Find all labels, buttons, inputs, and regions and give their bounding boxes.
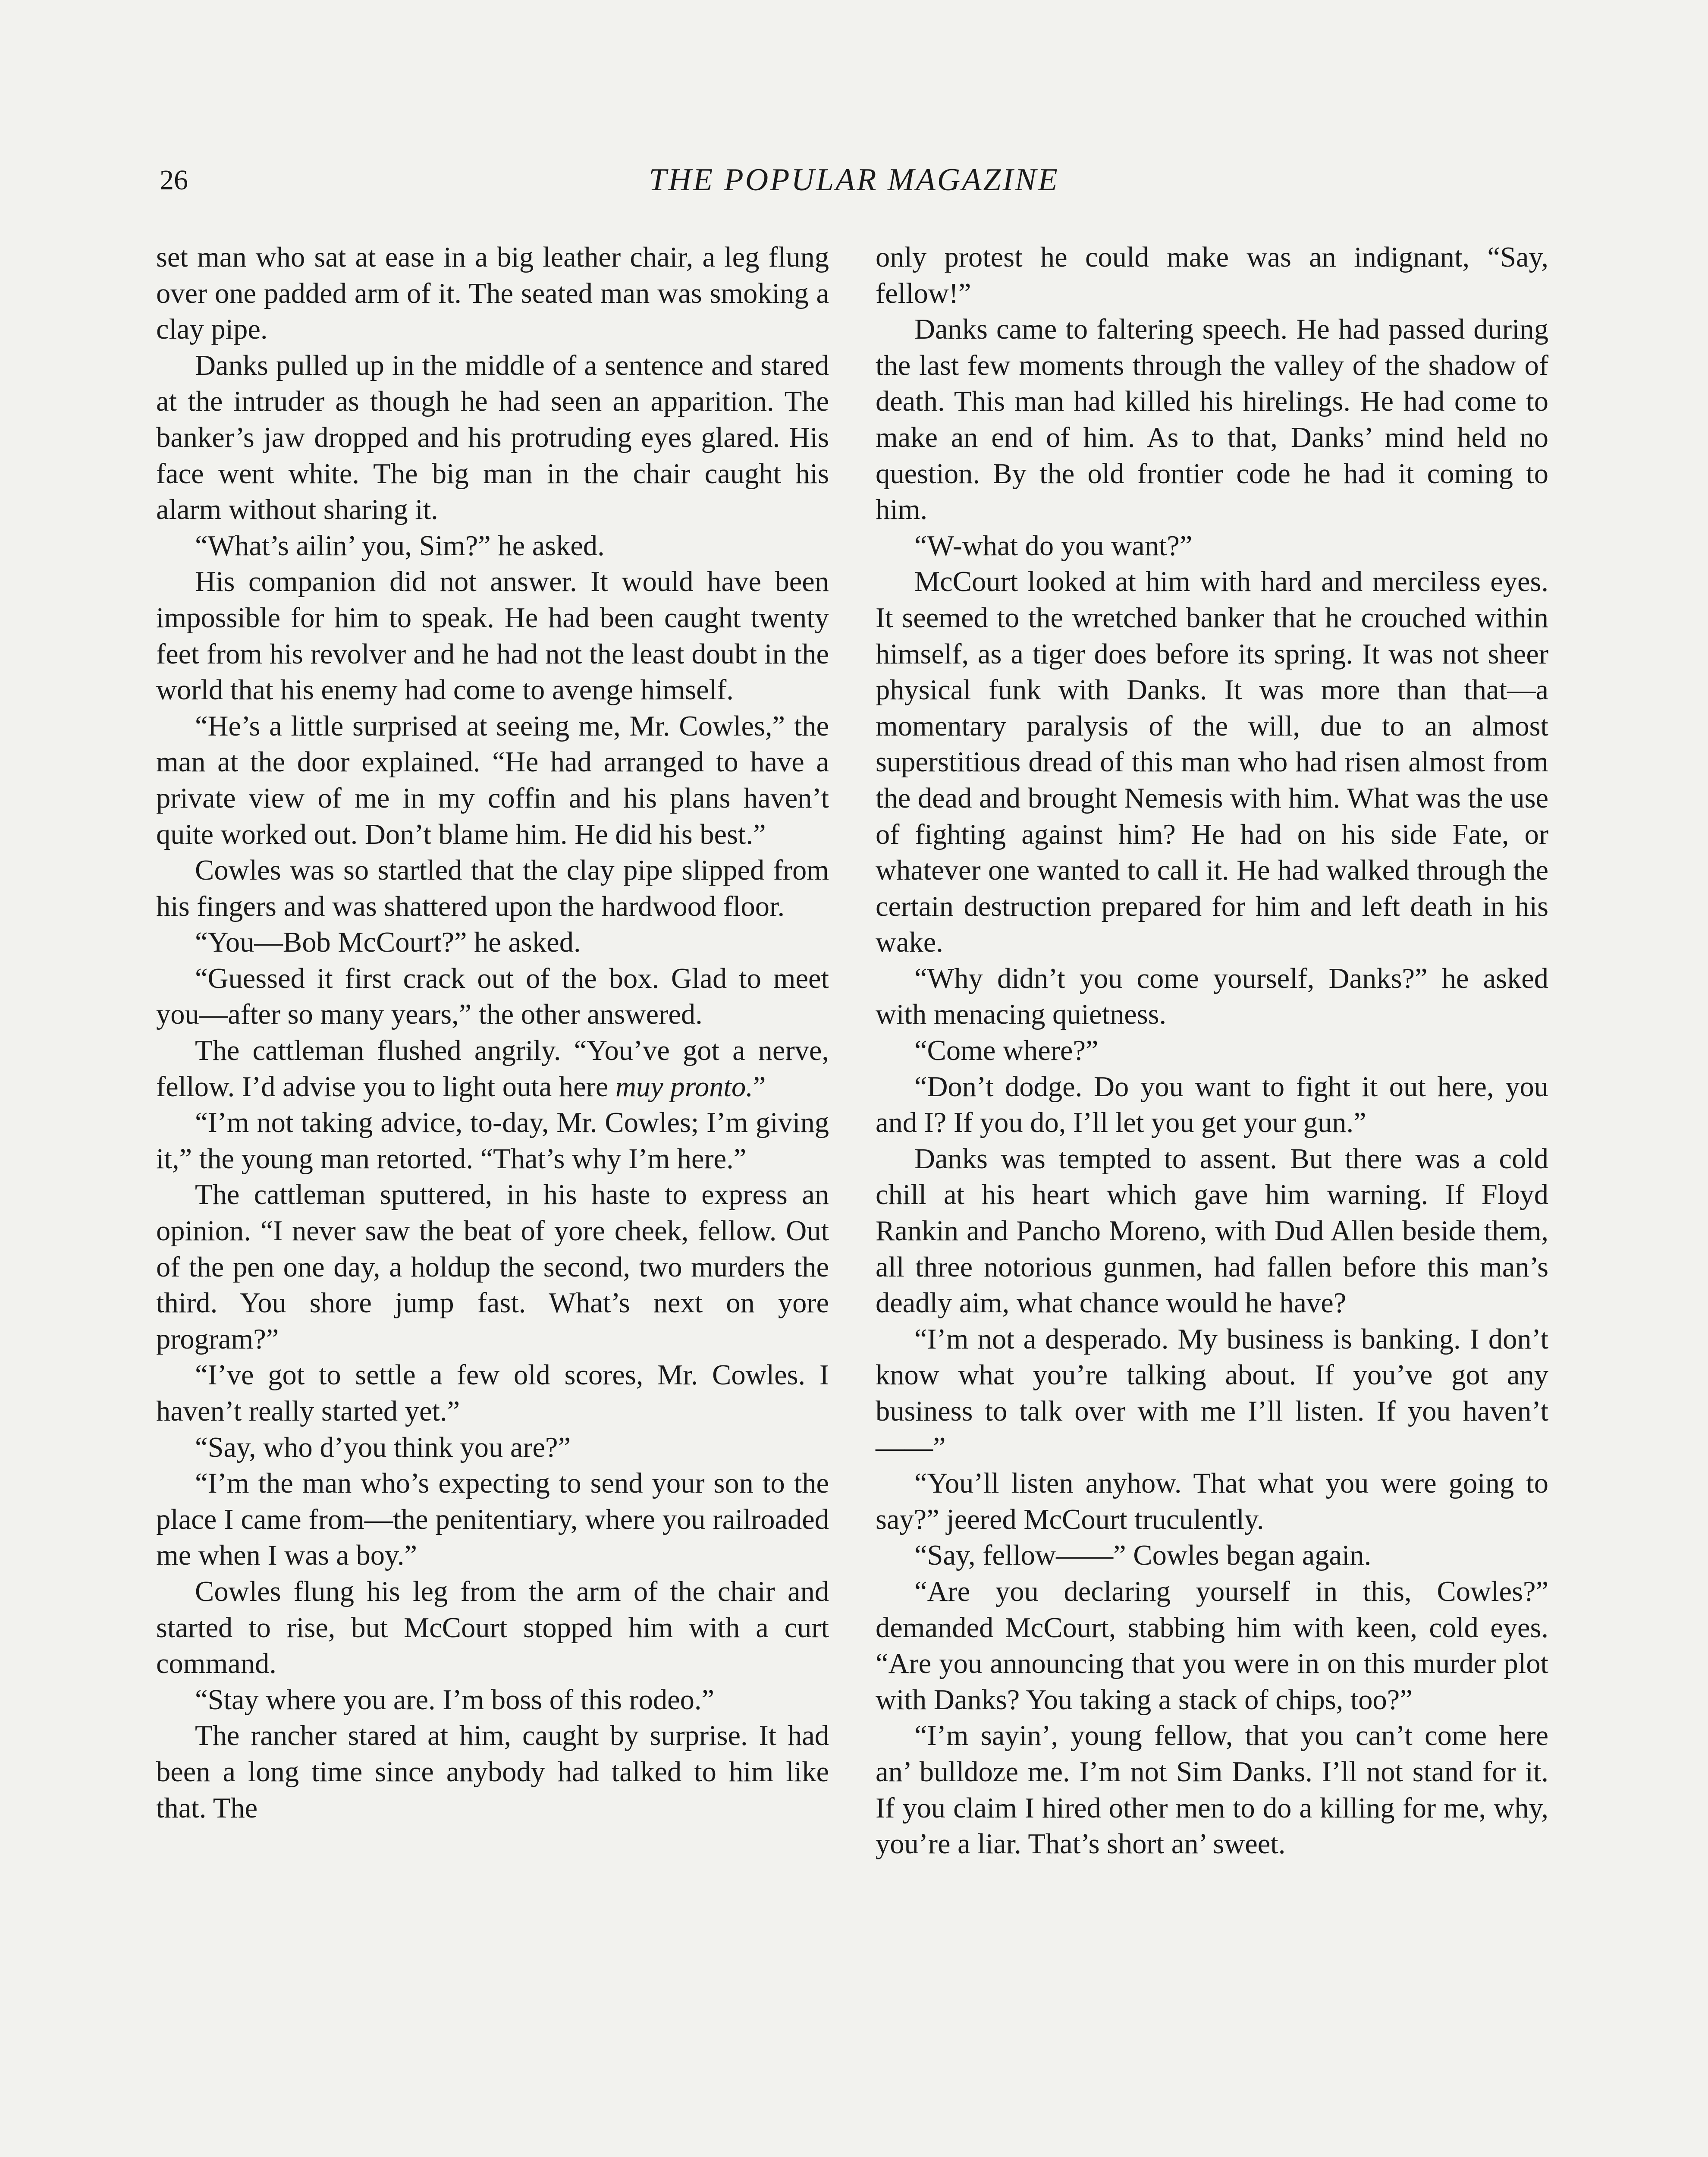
paragraph: “I’m not a desperado. My business is banking. I don’t know what you’re talking about. If you’ve got any business to talk over with me I’ll listen. If you haven’t——” bbox=[876, 1323, 1548, 1463]
paragraph: McCourt looked at him with hard and merciless eyes. It seemed to the wretched banker that he crouched within himself, as a tiger does before its spring. It was not sheer physical funk with Danks. It was more than that—a momentary paralysis of the will, due to an almost superstitious dread of this man who had risen almost from the dead and brought Nemesis with him. What was the use of fighting against him? He had on his side Fate, or whatever one wanted to call it. He had walked through the certain destruction prepared for him and left death in his wake. bbox=[876, 566, 1548, 959]
paragraph: “I’m sayin’, young fellow, that you can’t come here an’ bulldoze me. I’m not Sim Danks. I’ll not stand for it. If you claim I hired other men to do a killing for me, why, you’re a liar. That’s short an’ sweet. bbox=[876, 1720, 1548, 1860]
paragraph: His companion did not answer. It would have been impossible for him to speak. He had been caught twenty feet from his revolver and he had not the least doubt in the world that his enemy had come to avenge himself. bbox=[156, 566, 829, 706]
paragraph: “Say, fellow——” Cowles began again. bbox=[914, 1540, 1372, 1572]
paragraph: set man who sat at ease in a big leather chair, a leg flung over one padded arm of it. The seated man was smoking a clay pipe. bbox=[156, 242, 829, 346]
closing-quote: ” bbox=[753, 1071, 766, 1103]
right-column bbox=[876, 239, 1548, 1862]
paragraph bbox=[156, 1033, 829, 1105]
italic-phrase: muy pronto. bbox=[615, 1071, 753, 1103]
paragraph: “I’ve got to settle a few old scores, Mr. Cowles. I haven’t really started yet.” bbox=[156, 1359, 829, 1427]
paragraph: “Are you declaring yourself in this, Cowles?” demanded McCourt, stabbing him with keen, cold eyes. “Are you announcing that you were in on this murder plot with Danks? You taking a stack of chips, too?” bbox=[876, 1575, 1548, 1716]
paragraph: The cattleman sputtered, in his haste to express an opinion. “I never saw the beat of yore cheek, fellow. Out of the pen one day, a holdup the second, two murders the third. You shore jump fast. What’s next on yore program?” bbox=[156, 1179, 829, 1355]
paragraph: “Say, who d’you think you are?” bbox=[195, 1431, 571, 1463]
paragraph: “Stay where you are. I’m boss of this rodeo.” bbox=[195, 1684, 715, 1716]
paragraph: Cowles flung his leg from the arm of the chair and started to rise, but McCourt stopped him with a curt command. bbox=[156, 1575, 829, 1680]
paragraph: The rancher stared at him, caught by surprise. It had been a long time since anybody had talked to him like that. The bbox=[156, 1720, 829, 1824]
paragraph: “Don’t dodge. Do you want to fight it out here, you and I? If you do, I’ll let you get your gun.” bbox=[876, 1071, 1548, 1139]
paragraph: “You—Bob McCourt?” he asked. bbox=[195, 927, 581, 959]
paragraph: Danks was tempted to assent. But there was a cold chill at his heart which gave him warning. If Floyd Rankin and Pancho Moreno, with Dud Allen beside them, all three notorious gunmen, had fallen before this man’s deadly aim, what chance would he have? bbox=[876, 1143, 1548, 1319]
paragraph: “I’m not taking advice, to-day, Mr. Cowles; I’m giving it,” the young man retorted. “That’s why I’m here.” bbox=[156, 1107, 829, 1175]
paragraph: “I’m the man who’s expecting to send your son to the place I came from—the penitentiary, where you railroaded me when I was a boy.” bbox=[156, 1468, 829, 1572]
paragraph: only protest he could make was an indignant, “Say, fellow!” bbox=[876, 242, 1548, 309]
paragraph: “Come where?” bbox=[914, 1035, 1099, 1067]
paragraph: “You’ll listen anyhow. That what you were going to say?” jeered McCourt truculently. bbox=[876, 1468, 1548, 1535]
paragraph-text: The cattleman flushed angrily. “You’ve got a nerve, fellow. I’d advise you to light outa here bbox=[156, 1035, 829, 1103]
paragraph: “Why didn’t you come yourself, Danks?” he asked with menacing quietness. bbox=[876, 962, 1548, 1031]
paragraph: Cowles was so startled that the clay pipe slipped from his fingers and was shattered upon the hardwood floor. bbox=[156, 855, 829, 922]
paragraph: Danks pulled up in the middle of a sentence and stared at the intruder as though he had seen an apparition. The banker’s jaw dropped and his protruding eyes glared. His face went white. The big man in the chair caught his alarm without sharing it. bbox=[156, 349, 829, 526]
running-head: THE POPULAR MAGAZINE bbox=[649, 162, 1059, 198]
paragraph: “W-what do you want?” bbox=[914, 530, 1193, 562]
left-column bbox=[156, 239, 829, 1826]
paragraph: “He’s a little surprised at seeing me, Mr. Cowles,” the man at the door explained. “He had arranged to have a private view of me in my coffin and his plans haven’t quite worked out. Don’t blame him. He did his best.” bbox=[156, 710, 829, 850]
paragraph: “What’s ailin’ you, Sim?” he asked. bbox=[195, 530, 605, 562]
paragraph: Danks came to faltering speech. He had passed during the last few moments through the valley of the shadow of death. This man had killed his hirelings. He had come to make an end of him. As to that, Danks’ mind held no question. By the old frontier code he had it coming to him. bbox=[876, 314, 1548, 526]
paragraph: “Guessed it first crack out of the box. Glad to meet you—after so many years,” the other answered. bbox=[156, 962, 829, 1031]
page-number: 26 bbox=[160, 164, 188, 196]
